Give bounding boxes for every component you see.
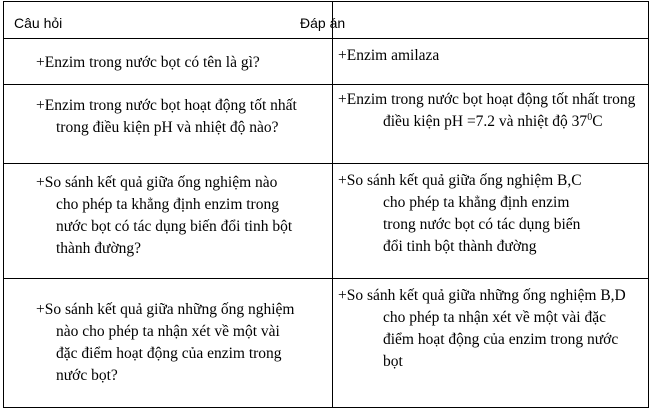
question-cell (4, 85, 333, 164)
answer-cell (333, 164, 649, 279)
question-text: +So sánh kết quả giữa những ống nghiệm nào cho phép ta nhận xét về một vài đặc điểm hoạt động của enzim trong nước bọt? (36, 301, 295, 384)
degree-superscript: 0 (587, 111, 593, 123)
answer-text-unit: C (592, 113, 603, 130)
table-row (4, 39, 649, 85)
question-cell (4, 279, 333, 408)
answer-cell (333, 39, 649, 85)
question-text: +Enzim trong nước bọt có tên là gì? (36, 54, 260, 71)
table-row (4, 85, 649, 164)
answer-text: +So sánh kết quả giữa ống nghiệm B,C cho phép ta khẳng định enzim trong nước bọt có tác dụng biến đổi tinh bột thành đường (338, 172, 582, 255)
answer-text-main: +Enzim trong nước bọt hoạt động tốt nhất trong điều kiện pH =7.2 và nhiệt độ 37 (338, 91, 636, 130)
answer-text: +So sánh kết quả giữa những ống nghiệm B,D cho phép ta nhận xét về một vài đặc điểm hoạt động của enzim trong nước bọt (338, 287, 626, 370)
answer-header-cell (300, 2, 649, 39)
answer-text: +Enzim amilaza (338, 47, 440, 64)
qa-table (3, 1, 649, 408)
table-row (4, 279, 649, 408)
answer-header: Đáp án (300, 15, 346, 31)
question-cell (4, 164, 333, 279)
answer-cell (333, 85, 649, 164)
table-row (4, 164, 649, 279)
question-cell (4, 39, 333, 85)
answer-cell (333, 279, 649, 408)
header-row (4, 2, 649, 39)
question-text: +Enzim trong nước bọt hoạt động tốt nhất trong điều kiện pH và nhiệt độ nào? (36, 97, 297, 136)
question-header-cell (4, 2, 333, 39)
answer-text (333, 85, 648, 133)
question-header: Câu hỏi (14, 15, 63, 31)
question-text: +So sánh kết quả giữa ống nghiệm nào cho phép ta khẳng định enzim trong nước bọt có tác dụng biến đổi tinh bột thành đường? (36, 174, 293, 257)
